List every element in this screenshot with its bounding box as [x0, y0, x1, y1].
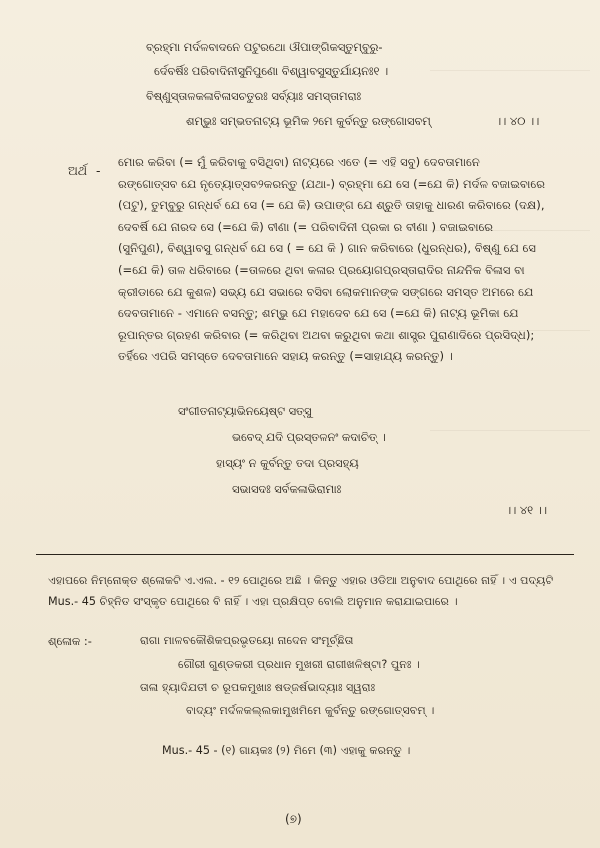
- artha-line: ତର୍ହିରେ ଏପରି ସମସ୍ତେ ଦେବତାମାନେ ସହାୟ କରନ୍ତୁ (=ସାହାଯ୍ୟ କରନ୍ତୁ) ।: [118, 349, 453, 364]
- shloka-line: ତାଳା ହ୍ୟାଦିଯତୀ ଚ ରୂପକମୁଖାଃ ଷଡ୍ଜର୍ଷଭାଦ୍ୟାଃ ସ୍ୱରାଃ: [140, 681, 376, 694]
- artha-line: ଦେବତାମାନେ - ଏମାନେ ବସନ୍ତୁ; ଶମ୍ଭୁ ଯେ ମହାଦେବ ଯେ ସେ (=ଯେ କି) ନାଟ୍ୟ ଭୂମିକା ଯେ: [118, 306, 519, 321]
- verse40-line2: ର୍ଦେବର୍ଷିଃ ପରିବାଦିନୀସୁନିପୁଣୋ ବିଶ୍ୱାବସୁସ୍ତୁର୍ଯାୟନଃ୧ ।: [154, 64, 389, 78]
- artha-line: ମୋର କରିବା (= ମୁଁ କରିବାକୁ ବସିଥିବା) ନାଟ୍ୟରେ ଏତେ (= ଏହି ସବୁ) ଦେବତାମାନେ: [118, 155, 480, 169]
- page-number: (୭): [285, 812, 302, 826]
- verse41-line1: ସଂଗୀତନାଟ୍ୟାଭିନୟେଷ୍ଟ ସତ୍ସୁ: [178, 404, 312, 418]
- artha-dash: -: [96, 163, 101, 178]
- artha-label: ଅର୍ଥ: [68, 163, 88, 178]
- shloka-line: ରାଗା ମାଳବକୌଶିକପ୍ରଭୃତୟୋ ନାଦେନ ସଂମୂର୍ଚ୍ଛିତା: [140, 634, 354, 647]
- verse40-line4: ଶମ୍ଭୁଃ ସମ୍ଭତନାଟ୍ୟ ଭୂମିକ ୨ମେ କୁର୍ବନ୍ତୁ ରଙ୍ଗୋସବମ୍: [186, 114, 431, 128]
- artha-line: ରଙ୍ଗୋତ୍ସବ ଯେ ନୃତ୍ୟୋତ୍ସବ୨କରନ୍ତୁ (ଯଥା-) ବ୍ରହ୍ମା ଯେ ସେ (=ଯେ କି) ମର୍ଦଳ ବଜାଇବାରେ: [118, 176, 545, 191]
- shloka-label: ଶ୍ଳୋକ :-: [48, 634, 92, 648]
- verse-number: ।। ୪୦ ।।: [496, 114, 540, 128]
- bleed-through: [430, 430, 590, 441]
- bleed-through: [430, 70, 590, 81]
- verse41-line4: ସଭାସଦଃ ସର୍ବକଳାଭିରାମାଃ: [232, 482, 342, 496]
- shloka-line: ଗୌରୀ ଗୁଣ୍ଡକରୀ ପ୍ରଧାନ ମୁଖରୀ ରାଗୀଖଳିଷ୍ଟା? ପୁନଃ ।: [178, 658, 420, 671]
- verse40-line3: ବିଷ୍ଣୁସ୍ତାଳକଳାବିଳାସଚତୁରଃ ସର୍ବ୍ୟାଃ ସମସ୍ତାମରାଃ: [146, 89, 362, 103]
- footnote-line: ଏହାପରେ ନିମ୍ନୋକ୍ତ ଶ୍ଳୋକଟି ଏ.ଏଲ. - ୧୨ ପୋଥିରେ ଅଛି । କିନ୍ତୁ ଏହାର ଓଡିଆ ଅନୁବାଦ ପୋଥିରେ ନାହିଁ । ଏ ପଦ୍ୟଟି: [48, 574, 554, 587]
- footnote-text: [48, 570, 568, 612]
- mus-note: Mus.- 45 - (୧) ଗାୟକଃ (୨) ମିମେ (୩) ଏହାକୁ କରନ୍ତୁ ।: [162, 744, 411, 757]
- artha-line: କ୍ରୀଡାରେ ଯେ କୁଶଳ) ସଭ୍ୟ ଯେ ସଭାରେ ବସିବା ଲୋକମାନଙ୍କ ସଙ୍ଗରେ ସମସ୍ତ ଅମରେ ଯେ: [118, 284, 534, 299]
- verse-number: ।। ୪୧ ।।: [506, 503, 547, 517]
- artha-line: (=ଯେ କି) ତାଳ ଧରିବାରେ (=ତାଳରେ ଥିବା କଳାର ପ୍ରୟୋଗପ୍ରସ୍ତାରାଦିର ନାନ୍ଦନିକ ବିଳାସ ବା: [118, 262, 525, 277]
- shloka-line: ବାଦ୍ୟଂ ମର୍ଦଳକଲ୍ଲକାମୁଖମିମେ କୁର୍ବନ୍ତୁ ରଙ୍ଗୋତ୍ସବମ୍ ।: [186, 704, 435, 717]
- artha-line: (ସୁନିପୁଣ), ବିଶ୍ୱାବସୁ ଗନ୍ଧର୍ବ ଯେ ସେ ( = ଯେ କି ) ଗାନ କରିବାରେ (ଧୁରନ୍ଧର), ବିଷ୍ଣୁ ଯେ ସେ: [118, 241, 536, 256]
- verse41-line3: ହାସ୍ୟଂ ନ କୁର୍ବନ୍ତୁ ତଦା ପ୍ରସହ୍ୟ: [216, 456, 359, 470]
- artha-line: (ପଟୁ), ତୁମ୍ବୁରୁ ଗନ୍ଧର୍ବ ଯେ ସେ (= ଯେ କି) ଉପାଙ୍ଗ ଯେ ଶ୍ରୁତି ତାହାକୁ ଧାରଣ କରିବାରେ (ଦକ୍ଷ),: [118, 198, 545, 213]
- footnote-line: Mus.- 45 ଚିହ୍ନିତ ସଂସ୍କୃତ ପୋଥିରେ ବି ନାହିଁ । ଏହା ପ୍ରକ୍ଷିପ୍ତ ବୋଲି ଅନୁମାନ କରାଯାଇପାରେ ।: [48, 595, 458, 608]
- footnote-divider: [36, 554, 574, 555]
- verse40-line1: ବ୍ରହ୍ମା ମର୍ଦଳବାଦନେ ପଟୁରଥୋ ଔପାଙ୍ଗିକସ୍ତୁମ୍ବୁରୁ-: [146, 40, 383, 54]
- verse41-line2: ଭବେଦ୍ ଯଦି ପ୍ରସ୍ତଳନଂ କଦାଚିତ୍ ।: [232, 430, 386, 444]
- artha-line: ରୂପାନ୍ତର ଗ୍ରହଣ କରିବାର (= କରିଥିବା ଅଥବା କରୁଥିବା କଥା ଶାସ୍ତ୍ର ପୁରାଣାଦିରେ ପ୍ରସିଦ୍ଧ);: [118, 327, 535, 342]
- artha-line: ଦେବର୍ଷି ଯେ ନାରଦ ସେ (=ଯେ କି) ବୀଣା (= ପରିବାଦିନୀ ପ୍ରକା ର ବୀଣା ) ବଜାଇବାରେ: [118, 219, 494, 234]
- artha-text: [118, 152, 550, 368]
